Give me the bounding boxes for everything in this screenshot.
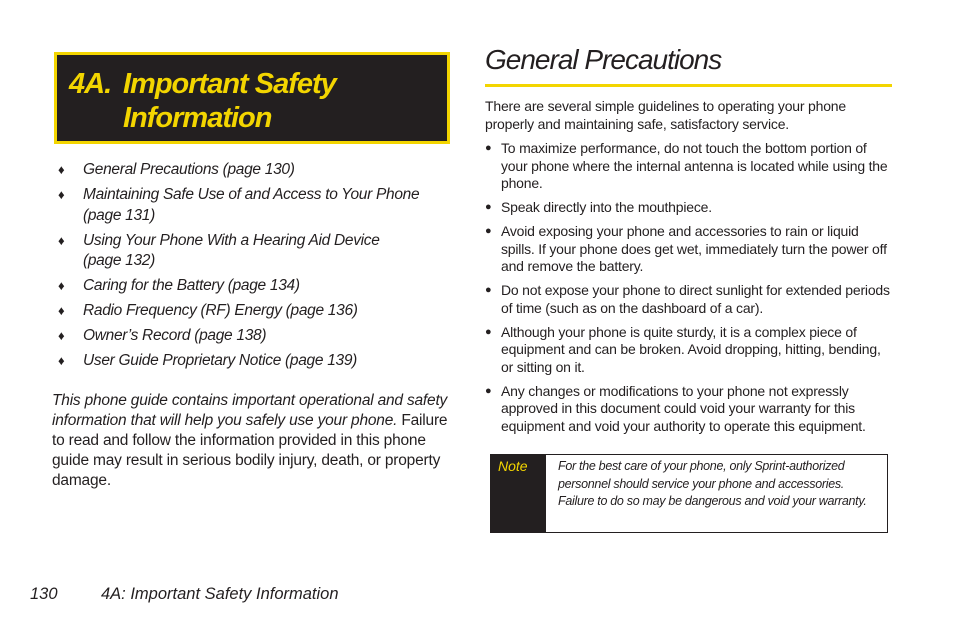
list-item <box>485 383 893 436</box>
list-item-text: Avoid exposing your phone and accessories to rain or liquid spills. If your phone does get wet, immediately turn the power off and remove the battery. <box>501 223 887 274</box>
bullet-icon: ● <box>485 325 492 338</box>
note-label: Note <box>491 455 546 532</box>
toc-item-label: User Guide Proprietary Notice (page 139) <box>83 352 358 369</box>
intro-paragraph <box>52 391 460 491</box>
footer-section-title: 4A: Important Safety Information <box>101 585 339 603</box>
toc-item[interactable] <box>58 185 448 226</box>
diamond-bullet-icon: ♦ <box>58 187 65 202</box>
toc-item-page: (page 131) <box>83 206 155 224</box>
page-number: 130 <box>30 585 58 603</box>
toc-item[interactable] <box>58 326 448 347</box>
bullet-icon: ● <box>485 142 492 154</box>
toc-item-label: General Precautions (page 130) <box>83 161 295 178</box>
list-item <box>485 223 893 276</box>
diamond-bullet-icon: ♦ <box>58 278 65 293</box>
toc-item-page: (page 132) <box>83 252 155 269</box>
list-item <box>485 324 893 377</box>
diamond-bullet-icon: ♦ <box>58 328 65 343</box>
toc-item-label: Owner’s Record (page 138) <box>83 327 267 344</box>
toc-item[interactable] <box>58 351 448 372</box>
toc-item[interactable] <box>58 231 448 272</box>
list-item-text: Speak directly into the mouthpiece. <box>501 199 712 215</box>
intro-emphasis: This phone guide contains important operational and safety information that will help you safely use your phone. <box>52 392 448 429</box>
toc-item[interactable] <box>58 160 448 181</box>
toc-item-label: Caring for the Battery (page 134) <box>83 277 300 294</box>
diamond-bullet-icon: ♦ <box>58 353 65 368</box>
lead-paragraph: There are several simple guidelines to operating your phone properly and maintaining safe, satisfactory service. <box>485 98 846 132</box>
bullet-icon: ● <box>485 284 492 296</box>
list-item-text: To maximize performance, do not touch the bottom portion of your phone where the internal antenna is located while using the phone. <box>501 140 888 191</box>
bullet-icon: ● <box>485 225 492 237</box>
diamond-bullet-icon: ♦ <box>58 232 65 248</box>
list-item-text: Do not expose your phone to direct sunlight for extended periods of time (such as on the dashboard of a car). <box>501 282 890 316</box>
precautions-list <box>485 140 893 442</box>
section-contents-list <box>58 160 448 376</box>
list-item-text: Any changes or modifications to your phone not expressly approved in this document could void your warranty for this equipment and void your authority to operate this equipment. <box>501 382 866 434</box>
list-item <box>485 282 893 317</box>
page-footer <box>30 585 339 604</box>
note-text: For the best care of your phone, only Sprint-authorized personnel should service your phone and accessories. Failure to do so may be dangerous and void your warranty. <box>558 459 867 508</box>
toc-item[interactable] <box>58 301 448 322</box>
list-item-text: Although your phone is quite sturdy, it is a complex piece of equipment and can be broken. Avoid dropping, hitting, bending, or sitting on it. <box>501 323 881 375</box>
bullet-icon: ● <box>485 201 492 213</box>
list-item <box>485 199 893 217</box>
diamond-bullet-icon: ♦ <box>58 162 65 177</box>
section-title-box <box>54 52 450 144</box>
bullet-icon: ● <box>485 384 492 397</box>
section-title-line2: Information <box>123 102 272 134</box>
diamond-bullet-icon: ♦ <box>58 303 65 318</box>
intro-text: Failure to read and follow the information provided in this phone guide may result in serious bodily injury, death, or property damage. <box>52 412 448 489</box>
toc-item[interactable] <box>58 276 448 297</box>
section-number: 4A. <box>69 68 112 100</box>
toc-item-label: Radio Frequency (RF) Energy (page 136) <box>83 302 358 319</box>
toc-item-label: Maintaining Safe Use of and Access to Your Phone <box>83 186 420 203</box>
toc-item-label: Using Your Phone With a Hearing Aid Device <box>83 231 380 249</box>
list-item <box>485 140 893 193</box>
section-title-line1: Important Safety <box>123 68 336 100</box>
section-title <box>69 67 336 135</box>
heading-rule <box>485 84 892 87</box>
note-box <box>490 454 888 533</box>
page-heading: General Precautions <box>485 44 722 75</box>
